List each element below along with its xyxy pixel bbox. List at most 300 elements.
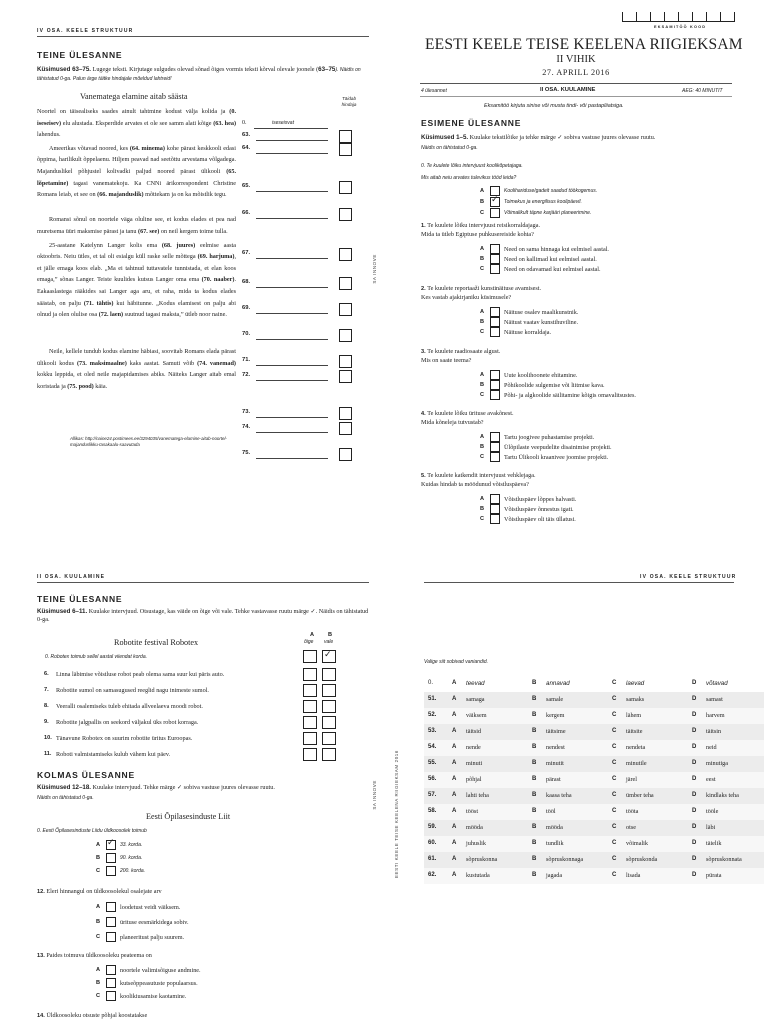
exam-date: 27. APRILL 2016 [542, 68, 610, 77]
question-13: 13. Paides toimuva üldkoosoleku peateema on [37, 952, 152, 959]
option-word[interactable]: väiksem [466, 712, 487, 719]
example-option-text: 33. korda. [120, 842, 143, 848]
instructions: Küsimused 1–5. Kuulake tekstilõike ja tehke märge ✓ sobiva vastuse juures olevasse ruutu. [421, 134, 656, 141]
example-option-letter: A [480, 188, 485, 194]
exam-code-boxes[interactable] [622, 12, 734, 22]
question-3: 3. Te kuulete raadiosaate algust. [421, 348, 501, 355]
option-letter: C [612, 856, 617, 862]
option-letter: B [532, 808, 537, 814]
answer-number: 63. [242, 132, 251, 138]
part-title: II OSA. KUULAMINE [540, 87, 596, 93]
answer-number: 72. [242, 372, 251, 378]
option-word[interactable]: täielik [706, 840, 722, 847]
option-text: Need on sama hinnaga kui eelmisel aastal. [504, 246, 609, 253]
option-word[interactable]: sõpruskonnaga [546, 856, 584, 863]
exam-code-label: EKSAMITÖÖ KOOD [654, 25, 707, 29]
table-row [424, 724, 764, 740]
option-letter: D [692, 728, 697, 734]
tf-statement: Linna läbimise võistluse robot peab olema sama suur kui päris auto. [56, 671, 225, 678]
option-letter: B [532, 792, 537, 798]
option-letter: A [96, 967, 101, 973]
option-checkbox[interactable] [490, 264, 500, 274]
option-letter: C [612, 872, 617, 878]
option-word[interactable]: samaga [466, 696, 485, 703]
tf-statement: Robotite jalgpallis on seekord väljakul üks robot korraga. [56, 719, 199, 726]
option-word[interactable]: mööda [546, 824, 563, 831]
page-header: II OSA. KUULAMINE [37, 574, 106, 580]
example-option-text: 200. korda. [120, 868, 146, 874]
option-letter: B [480, 506, 485, 512]
page-bottom-right [384, 560, 768, 1024]
tf-box-a[interactable] [303, 684, 317, 697]
option-word[interactable]: otse [626, 824, 636, 831]
option-letter: A [480, 372, 485, 378]
col-b-label: vale [324, 639, 334, 645]
table-row [424, 756, 764, 772]
tf-number: 8. [44, 703, 49, 709]
option-checkbox[interactable] [490, 380, 500, 390]
option-text: Ülõpilaste veepudelite disainimise projekti. [504, 444, 612, 451]
grader-box [339, 422, 352, 435]
option-letter: A [452, 696, 457, 702]
option-word[interactable]: nendeta [626, 744, 646, 751]
option-text: kutseõppeasutuste populaarsus. [120, 980, 198, 987]
option-checkbox[interactable] [106, 965, 116, 975]
option-letter: A [480, 434, 485, 440]
example-number: 0. [242, 120, 247, 126]
option-word[interactable]: sõpruskonda [626, 856, 658, 863]
option-word[interactable]: tööst [466, 808, 479, 815]
option-letter: D [692, 776, 697, 782]
section-title-3: KOLMAS ÜLESANNE [37, 770, 135, 780]
option-letter: D [692, 808, 697, 814]
option-text: noortele valimisõiguse andmine. [120, 967, 201, 974]
option-text: Võistluspäev oli täis üllatusi. [504, 516, 576, 523]
option-checkbox[interactable] [490, 244, 500, 254]
option-letter: B [96, 919, 101, 925]
option-letter: C [612, 792, 617, 798]
option-letter: C [612, 728, 617, 734]
option-letter: B [532, 680, 537, 686]
option-word[interactable]: pärast [546, 776, 561, 783]
page-header: IV OSA. KEELE STRUKTUUR [640, 574, 737, 580]
text-title-3: Eesti Õpilasesinduste Liit [146, 812, 231, 821]
tf-statement: Veeralli osalemiseks tuleb ehitada allveelaeva moodi robot. [56, 703, 203, 710]
option-word[interactable]: sõpruskonna [466, 856, 498, 863]
example-option-letter: A [96, 842, 101, 848]
option-word[interactable]: minuti [466, 760, 483, 767]
option-checkbox[interactable] [106, 917, 116, 927]
option-letter: A [452, 712, 457, 718]
option-word[interactable]: teevad [466, 680, 485, 687]
answer-line[interactable] [256, 140, 328, 141]
answer-number: 70. [242, 331, 251, 337]
option-checkbox[interactable] [490, 452, 500, 462]
option-letter: B [480, 319, 485, 325]
option-checkbox[interactable] [490, 390, 500, 400]
option-word[interactable]: läbi [706, 824, 716, 831]
option-checkbox[interactable] [490, 370, 500, 380]
option-checkbox[interactable] [490, 317, 500, 327]
task-count: 4 ülesannet [421, 88, 447, 94]
option-checkbox[interactable] [106, 978, 116, 988]
tf-box-b[interactable] [322, 732, 336, 745]
option-word[interactable]: minutiga [706, 760, 728, 767]
option-word[interactable]: kustutada [466, 872, 490, 879]
option-checkbox[interactable] [490, 432, 500, 442]
option-letter: D [692, 872, 697, 878]
answer-number: 67. [242, 250, 251, 256]
table-row [424, 788, 764, 804]
option-word[interactable]: samaks [626, 696, 645, 703]
option-word[interactable]: samast [706, 696, 723, 703]
grader-box [339, 143, 352, 156]
tf-box-b[interactable] [322, 716, 336, 729]
option-word[interactable]: lähem [626, 712, 642, 719]
source-citation: Allikas: http://naine24.postimees.ee/3294035/vanematega-elamine-aitab-noortel-majanduslikku-tasakaalu-saavutada [70, 436, 227, 447]
option-word[interactable]: põhjal [466, 776, 482, 783]
option-letter: B [532, 872, 537, 878]
grader-box [339, 181, 352, 194]
option-word[interactable]: tundlik [546, 840, 564, 847]
option-letter: A [452, 776, 457, 782]
option-letter: A [96, 904, 101, 910]
option-word[interactable]: kergem [546, 712, 565, 719]
option-word[interactable]: harvem [706, 712, 725, 719]
answer-line[interactable] [256, 458, 328, 459]
answer-line[interactable] [256, 432, 328, 433]
option-word[interactable]: minutile [626, 760, 647, 767]
option-word[interactable]: tööl [546, 808, 556, 815]
answer-number: 64. [242, 145, 251, 151]
option-letter: C [96, 934, 101, 940]
option-letter: C [96, 993, 101, 999]
answer-line[interactable] [256, 153, 328, 154]
option-text: Uute koolihoonete ehitamine. [504, 372, 578, 379]
tf-statement: Tänavune Robotex on suurim robotite üritus Euroopas. [56, 735, 193, 742]
option-word[interactable]: jagada [546, 872, 563, 879]
table-row [424, 708, 764, 724]
page-top-right [384, 0, 768, 560]
option-checkbox[interactable] [490, 442, 500, 452]
exam-booklet: II VIHIK [556, 54, 596, 65]
example-option-checkbox[interactable] [106, 866, 116, 876]
tf-box-b[interactable] [322, 748, 336, 761]
option-checkbox[interactable] [490, 514, 500, 524]
option-letter: C [612, 680, 617, 686]
paragraph: Ameerikas võtavad noored, kes (64. minema) kohe pärast keskkooli edasi õppima, harilikult õppelaenu. Hiljem peavad nad seetõttu arvestama võlgadega. Majanduslikel põhjustel kolivadki paljud noored pärast ülikooli (65. lõpetamine) tagasi vanematekoju. Ka CNNi ärikorrespondent Christine Romans leiab, et see on (66. majanduslik) mõttekam ja on ka mõistlik tegu. [37, 144, 236, 199]
option-text: koolikiusamise kaotamine. [120, 993, 187, 1000]
option-word[interactable]: tööta [626, 808, 639, 815]
option-word[interactable]: samale [546, 696, 564, 703]
answer-line[interactable] [256, 313, 328, 314]
option-letter: C [612, 696, 617, 702]
example-option-letter: B [96, 855, 101, 861]
tf-box-a[interactable] [303, 732, 317, 745]
example-option-checkbox[interactable] [490, 208, 500, 218]
page-header: IV OSA. KEELE STRUKTUUR [37, 28, 134, 34]
option-letter: B [532, 840, 537, 846]
option-letter: B [532, 856, 537, 862]
example-option-letter: B [480, 199, 485, 205]
option-letter: C [480, 329, 485, 335]
tf-box-a[interactable] [303, 748, 317, 761]
question-5: 5. Te kuulete katkendit intervjuust vehklejaga. [421, 472, 536, 479]
row-number: 62. [428, 872, 437, 878]
example-option-text: Võimalikult täpne karjääri planeerimine. [504, 210, 592, 216]
option-letter: D [692, 680, 697, 686]
grader-box [339, 277, 352, 290]
section-title-2: TEINE ÜLESANNE [37, 594, 123, 604]
option-word[interactable]: kindlaks teha [706, 792, 739, 799]
table-row [424, 692, 764, 708]
option-checkbox[interactable] [106, 902, 116, 912]
answer-number: 74. [242, 424, 251, 430]
question-14: 14. Üldkoosoleku otsuste põhjal koostatakse [37, 1012, 148, 1019]
option-letter: D [692, 840, 697, 846]
tf-box-b[interactable] [322, 684, 336, 697]
option-letter: B [532, 760, 537, 766]
table-row [424, 740, 764, 756]
option-letter: D [692, 792, 697, 798]
grader-box [339, 407, 352, 420]
option-letter: D [692, 824, 697, 830]
col-b-header: B [328, 632, 333, 638]
option-word[interactable]: sõpruskonnata [706, 856, 742, 863]
option-word[interactable]: lahti teha [466, 792, 489, 799]
tf-number: 11. [44, 751, 52, 757]
row-number: 56. [428, 776, 437, 782]
grader-box [339, 355, 352, 368]
option-word[interactable]: lisada [626, 872, 641, 879]
option-word[interactable]: täitsin [706, 728, 722, 735]
option-word[interactable]: neid [706, 744, 717, 751]
option-letter: B [532, 744, 537, 750]
tf-box-a[interactable] [303, 716, 317, 729]
option-letter: D [692, 744, 697, 750]
option-checkbox[interactable] [490, 254, 500, 264]
answer-line[interactable] [256, 191, 328, 192]
table-row [424, 852, 764, 868]
table-row-example [424, 676, 764, 692]
section-title: TEINE ÜLESANNE [37, 50, 123, 60]
col-a-label: õige [304, 639, 314, 645]
option-word[interactable]: täitsime [546, 728, 566, 735]
side-label: SA INNOVE [372, 780, 377, 810]
option-word[interactable]: täitsite [626, 728, 643, 735]
option-letter: C [612, 840, 617, 846]
option-letter: D [692, 712, 697, 718]
option-letter: B [532, 696, 537, 702]
option-checkbox[interactable] [106, 932, 116, 942]
tf-number: 9. [44, 719, 49, 725]
answer-line[interactable] [256, 339, 328, 340]
option-letter: A [452, 856, 457, 862]
question-4: 4. Te kuulete lõiku ürituse avakõnest. [421, 410, 514, 417]
option-text: Võistluspäev õnnestus igati. [504, 506, 574, 513]
option-letter: D [692, 760, 697, 766]
tf-example: 0. Robotex toimub sellel aastal viiendat korda. [45, 654, 148, 660]
example-question: 0. Te kuulete lõiku intervjuust koolikõpetajaga. [421, 163, 523, 169]
option-letter: A [480, 496, 485, 502]
option-word[interactable]: mööda [466, 824, 483, 831]
option-letter: C [480, 454, 485, 460]
option-letter: A [452, 792, 457, 798]
option-text: Võistluspäev lõppes halvasti. [504, 496, 577, 503]
option-letter: D [692, 856, 697, 862]
example-option-text: 90. korda. [120, 855, 143, 861]
text-title-2: Robotite festival Robotex [114, 638, 199, 647]
tf-box-b[interactable] [322, 668, 336, 681]
option-word[interactable]: nende [466, 744, 481, 751]
row-number: 59. [428, 824, 437, 830]
tf-box-a[interactable] [303, 700, 317, 713]
side-label: SA INNOVE [372, 254, 377, 284]
answer-number: 71. [242, 357, 251, 363]
example-option-checkbox[interactable] [106, 853, 116, 863]
instructions-3: Küsimused 12–18. Kuulake intervjuud. Tehke märge ✓ sobiva vastuse juures olevasse ruutu. [37, 784, 275, 791]
answer-line[interactable] [256, 218, 328, 219]
option-word[interactable]: võimalik [626, 840, 648, 847]
option-text: Põhikoolide sulgemise või liitmise kava. [504, 382, 605, 389]
answer-line[interactable] [256, 380, 328, 381]
checkmark-icon: ✓ [491, 195, 499, 205]
option-word[interactable]: eest [706, 776, 716, 783]
row-number: 51. [428, 696, 437, 702]
option-checkbox[interactable] [490, 307, 500, 317]
tf-statement: Roboti valmistamiseks kulub vähem kui päev. [56, 751, 171, 758]
option-checkbox[interactable] [490, 504, 500, 514]
instructions-2: Küsimused 6–11. Kuulake intervjuud. Otsustage, kas väide on õige või vale. Tehke vastavasse ruutu märge ✓. Näidis on tähistatud 0-ga. [37, 608, 369, 623]
option-letter: A [480, 246, 485, 252]
option-letter: B [480, 444, 485, 450]
paragraph: 25-aastane Katelynn Langer kolis ema (68. juures) eelmise aasta oktoobris. Neiu ütles, et tal oli esialgu küll raske selle mõttega (69. harjuma), et jälle emaga koos elab. „Ma ei tahtnud tuttavatele tunnistada, et elan koos emaga,” sõnas Langer. Teiste kuulides kutsus Langer oma ema (70. naaber). Eakaaslastega rääkides sai Langer aga aru, et raha, mida ta kodus elades säästab, on palju (71. tähtis) kui häbitunne. „Kodus elamisest on palju abi olnud ja olen olulise osa (72. laen) suutnud tagasi maksta,” ütleb noor naine. [37, 241, 237, 319]
paragraph: Noortel on täisealiseks saades ainult tahtmine kodust välja kolida ja (0. iseseisev) elu alustada. Eksperdide arvates ei ole see samm alati kõige (63. hea) lahendus. [37, 108, 237, 139]
answer-number: 68. [242, 279, 251, 285]
option-word[interactable]: laevad [626, 680, 645, 687]
tf-box-b[interactable] [322, 700, 336, 713]
tf-number: 10. [44, 735, 52, 741]
question-prompt: Mis on saate teema? [421, 357, 472, 364]
question-prompt: Kuidas hindab ta möödunud võistluspäeva? [421, 481, 529, 488]
option-letter: C [612, 712, 617, 718]
grader-box [339, 248, 352, 261]
exam-title: EESTI KEELE TEISE KEELENA RIIGIEKSAM [425, 36, 743, 53]
answer-line[interactable] [256, 365, 328, 366]
example-question-2: Mis aitab neiu arvates tulevikus tööd leida? [421, 175, 517, 181]
option-letter: C [612, 824, 617, 830]
row-number: 55. [428, 760, 437, 766]
grader-box [339, 448, 352, 461]
option-word[interactable]: kaasa teha [546, 792, 572, 799]
option-checkbox[interactable] [490, 494, 500, 504]
option-text: ürituse eesmärkidega sobiv. [120, 919, 189, 926]
instructions: Küsimused 63–75. Lugege teksti. Kirjutage sulgudes olevad sõnad õiges vormis teksti kõrval olevale joonele (63–75). Näidis on tähistatud 0-ga. Palun ärge täitke hindajale mõeldud lahtreid! [37, 66, 361, 82]
row-number: 52. [428, 712, 437, 718]
example-option-text: Koolihariduse/gadeit saadud töökogemus. [504, 188, 598, 194]
example-option-text: Toimekus ja energilisus koolipäevil. [504, 199, 582, 205]
example-option-letter: C [96, 868, 101, 874]
option-letter: A [452, 760, 457, 766]
option-word[interactable]: võtavad [706, 680, 728, 687]
answer-line[interactable] [256, 417, 328, 418]
option-checkbox[interactable] [490, 327, 500, 337]
row-number: 60. [428, 840, 437, 846]
option-word[interactable]: pürata [706, 872, 722, 879]
option-letter: B [532, 728, 537, 734]
instruction-note: Näidis on tähistatud 0-ga. [421, 145, 478, 151]
answer-line[interactable] [256, 258, 328, 259]
option-text: Näituse korraldaja. [504, 329, 552, 336]
option-text: Need on odavamad kui eelmisel aastal. [504, 266, 601, 273]
option-letter: C [480, 266, 485, 272]
option-letter: A [452, 680, 457, 686]
option-word[interactable]: täitsid [466, 728, 482, 735]
option-word[interactable]: juhuslik [466, 840, 486, 847]
checkmark-icon: ✓ [324, 650, 332, 660]
tf-statement: Robotite sumol on samasugused reeglid nagu inimeste sumol. [56, 687, 209, 694]
option-word[interactable]: ümber teha [626, 792, 654, 799]
option-letter: C [612, 776, 617, 782]
question-prompt: Mida ta ütleb Egiptuse puhkusereiside kohta? [421, 231, 534, 238]
option-letter: B [532, 776, 537, 782]
grader-box [339, 303, 352, 316]
example-question-3: 0. Eesti Õpilasesinduste Liidu üldkoosolek toimub [37, 828, 147, 834]
option-word[interactable]: järel [626, 776, 637, 783]
option-word[interactable]: tööle [706, 808, 719, 815]
question-prompt: Mida kõneleja tutvustab? [421, 419, 484, 426]
option-letter: B [480, 382, 485, 388]
answer-line[interactable] [256, 287, 328, 288]
question-2: 2. Te kuulete reportaaži kunstinäituse avamisest. [421, 285, 542, 292]
row-number: 61. [428, 856, 437, 862]
checkmark-icon: ✓ [107, 838, 115, 848]
tf-box-a[interactable] [303, 668, 317, 681]
option-checkbox[interactable] [106, 991, 116, 1001]
question-12: 12. Eleri hinnangul on üldkoosolekul osalejate arv [37, 888, 162, 895]
spine-text: EESTI KEELE TEISE KEELENA RIIGIEKSAM 2016 [394, 750, 399, 879]
option-letter: B [96, 980, 101, 986]
option-letter: A [452, 840, 457, 846]
tf-number: 7. [44, 687, 49, 693]
row-number: 54. [428, 744, 437, 750]
option-text: loodetust veidi väiksem. [120, 904, 181, 911]
tf-example-a[interactable] [303, 650, 317, 663]
option-text: planeeritust palju suurem. [120, 934, 185, 941]
answer-number: 69. [242, 305, 251, 311]
option-text: Need on kallimad kui eelmisel aastal. [504, 256, 597, 263]
option-letter: C [612, 760, 617, 766]
table-row [424, 868, 764, 884]
table-row [424, 804, 764, 820]
row-number: 57. [428, 792, 437, 798]
table-row [424, 820, 764, 836]
option-letter: C [612, 808, 617, 814]
grader-box [339, 329, 352, 342]
option-text: Tartu Ülikooli kraanivee joomise projekti. [504, 454, 609, 461]
option-word[interactable]: nendest [546, 744, 565, 751]
table-row [424, 836, 764, 852]
option-word[interactable]: minutit [546, 760, 564, 767]
question-1: 1. Te kuulete lõiku intervjuust reisikorraldajaga. [421, 222, 541, 229]
answer-number: 66. [242, 210, 251, 216]
instruction-note-3: Näidis on tähistatud 0-ga. [37, 795, 94, 801]
option-word[interactable]: annavad [546, 680, 570, 687]
option-letter: C [480, 516, 485, 522]
option-letter: C [612, 744, 617, 750]
time-limit: AEG: 40 MINUTIT [682, 88, 723, 94]
row-number: 58. [428, 808, 437, 814]
